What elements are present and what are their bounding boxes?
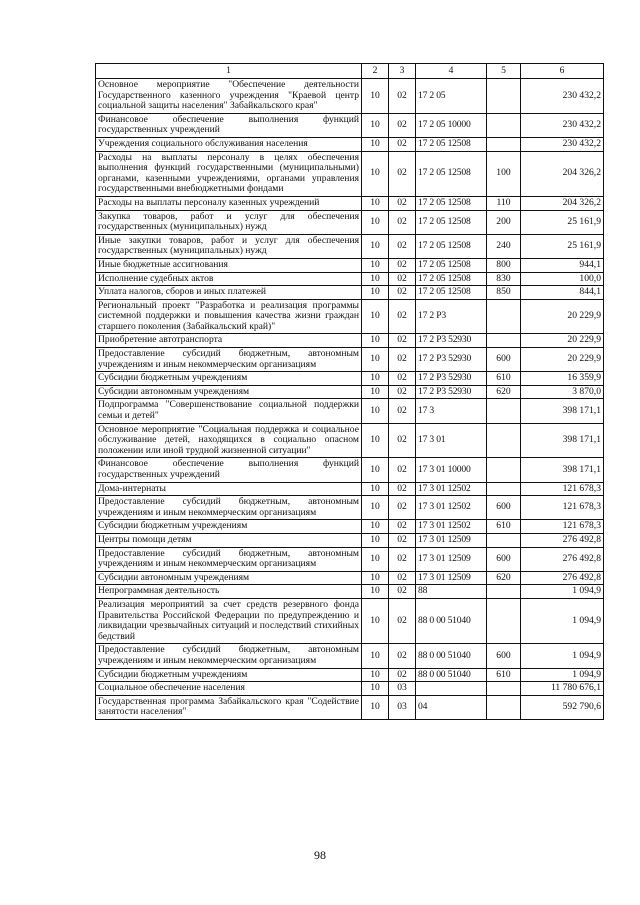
table-row	[96, 151, 604, 196]
cell-expense-type: 600	[487, 348, 521, 372]
cell-section: 10	[362, 113, 389, 137]
table-row	[96, 385, 604, 399]
cell-target-code: 17 2 05 12508	[416, 151, 487, 196]
cell-amount: 944,1	[521, 258, 604, 272]
cell-subsection: 02	[389, 533, 416, 547]
cell-expense-type	[487, 458, 521, 482]
cell-name: Государственная программа Забайкальского края "Содействие занятости населения"	[96, 695, 362, 719]
cell-section: 10	[362, 258, 389, 272]
cell-section: 10	[362, 496, 389, 520]
cell-expense-type: 600	[487, 547, 521, 571]
table-row	[96, 458, 604, 482]
cell-section: 10	[362, 668, 389, 682]
cell-target-code: 88	[416, 585, 487, 599]
cell-subsection: 02	[389, 458, 416, 482]
cell-target-code: 17 3 01 10000	[416, 458, 487, 482]
column-header: 2	[362, 64, 389, 79]
cell-amount: 204 326,2	[521, 196, 604, 210]
cell-target-code: 17 3 01 12509	[416, 533, 487, 547]
cell-target-code: 04	[416, 695, 487, 719]
cell-expense-type: 600	[487, 644, 521, 668]
table-row	[96, 210, 604, 234]
cell-name: Исполнение судебных актов	[96, 272, 362, 286]
cell-expense-type	[487, 79, 521, 114]
cell-target-code: 88 0 00 51040	[416, 598, 487, 643]
cell-amount: 16 359,9	[521, 372, 604, 386]
cell-target-code: 17 2 05 12508	[416, 137, 487, 151]
cell-amount: 276 492,8	[521, 547, 604, 571]
cell-name: Иные закупки товаров, работ и услуг для обеспечения государственных (муниципальных) нужд	[96, 234, 362, 258]
cell-subsection: 02	[389, 668, 416, 682]
cell-name: Реализация мероприятий за счет средств резервного фонда Правительства Российской Федерации по предупреждению и ликвидации чрезвычайных ситуаций и последствий стихийных бедствий	[96, 598, 362, 643]
cell-amount: 25 161,9	[521, 210, 604, 234]
cell-name: Субсидии бюджетным учреждениям	[96, 372, 362, 386]
cell-expense-type: 110	[487, 196, 521, 210]
cell-section: 10	[362, 458, 389, 482]
table-row	[96, 585, 604, 599]
table-row	[96, 334, 604, 348]
table-row	[96, 695, 604, 719]
cell-target-code: 17 2 05 12508	[416, 196, 487, 210]
cell-name: Учреждения социального обслуживания населения	[96, 137, 362, 151]
cell-name: Субсидии автономным учреждениям	[96, 385, 362, 399]
table-header-row	[96, 64, 604, 79]
cell-name: Предоставление субсидий бюджетным, автономным учреждениям и иным некоммерческим организациям	[96, 348, 362, 372]
cell-section: 10	[362, 533, 389, 547]
cell-subsection: 02	[389, 137, 416, 151]
cell-target-code: 17 2 05 10000	[416, 113, 487, 137]
table-row	[96, 682, 604, 696]
cell-section: 10	[362, 385, 389, 399]
table-row	[96, 234, 604, 258]
column-header: 6	[521, 64, 604, 79]
table-row	[96, 496, 604, 520]
cell-target-code: 17 2 05 12508	[416, 210, 487, 234]
table-row	[96, 79, 604, 114]
cell-expense-type	[487, 682, 521, 696]
cell-amount: 230 432,2	[521, 113, 604, 137]
cell-amount: 398 171,1	[521, 423, 604, 458]
cell-section: 10	[362, 372, 389, 386]
cell-section: 10	[362, 210, 389, 234]
cell-name: Предоставление субсидий бюджетным, автономным учреждениям и иным некоммерческим организациям	[96, 644, 362, 668]
cell-amount: 398 171,1	[521, 399, 604, 423]
cell-target-code: 88 0 00 51040	[416, 644, 487, 668]
table-row	[96, 137, 604, 151]
table-row	[96, 196, 604, 210]
cell-amount: 121 678,3	[521, 496, 604, 520]
table-row	[96, 286, 604, 300]
cell-subsection: 02	[389, 482, 416, 496]
cell-section: 10	[362, 598, 389, 643]
cell-target-code: 17 3 01	[416, 423, 487, 458]
cell-subsection: 02	[389, 372, 416, 386]
cell-section: 10	[362, 348, 389, 372]
cell-expense-type: 850	[487, 286, 521, 300]
cell-section: 10	[362, 137, 389, 151]
cell-section: 10	[362, 234, 389, 258]
cell-target-code: 17 2 05	[416, 79, 487, 114]
cell-name: Уплата налогов, сборов и иных платежей	[96, 286, 362, 300]
cell-name: Иные бюджетные ассигнования	[96, 258, 362, 272]
cell-target-code: 17 2 P3 52930	[416, 334, 487, 348]
cell-subsection: 02	[389, 299, 416, 334]
cell-expense-type: 610	[487, 520, 521, 534]
cell-name: Основное мероприятие "Обеспечение деятельности Государственного казенного учреждения "Краевой центр социальной защиты населения" Забайкальского края"	[96, 79, 362, 114]
cell-subsection: 02	[389, 113, 416, 137]
cell-subsection: 02	[389, 399, 416, 423]
budget-table	[95, 63, 604, 720]
cell-amount: 1 094,9	[521, 644, 604, 668]
cell-expense-type	[487, 113, 521, 137]
column-header: 1	[96, 64, 362, 79]
cell-expense-type: 100	[487, 151, 521, 196]
cell-expense-type: 610	[487, 372, 521, 386]
cell-name: Приобретение автотранспорта	[96, 334, 362, 348]
cell-section: 10	[362, 79, 389, 114]
cell-expense-type: 620	[487, 385, 521, 399]
cell-target-code: 17 3	[416, 399, 487, 423]
cell-subsection: 02	[389, 286, 416, 300]
cell-target-code: 17 2 05 12508	[416, 258, 487, 272]
cell-name: Подпрограмма "Совершенствование социальной поддержки семьи и детей"	[96, 399, 362, 423]
cell-amount: 276 492,8	[521, 533, 604, 547]
cell-target-code: 17 3 01 12502	[416, 496, 487, 520]
cell-section: 10	[362, 272, 389, 286]
cell-subsection: 03	[389, 695, 416, 719]
cell-section: 10	[362, 196, 389, 210]
cell-expense-type: 800	[487, 258, 521, 272]
cell-subsection: 02	[389, 644, 416, 668]
cell-expense-type	[487, 399, 521, 423]
cell-subsection: 02	[389, 423, 416, 458]
cell-amount: 20 229,9	[521, 299, 604, 334]
table-row	[96, 644, 604, 668]
table-row	[96, 571, 604, 585]
cell-expense-type: 610	[487, 668, 521, 682]
cell-section: 10	[362, 682, 389, 696]
cell-expense-type	[487, 423, 521, 458]
cell-name: Расходы на выплаты персоналу в целях обеспечения выполнения функций государственными (муниципальными) органами, казенными учреждениями, органами управления государственными внебюджетными фондами	[96, 151, 362, 196]
cell-expense-type: 600	[487, 496, 521, 520]
table-row	[96, 272, 604, 286]
table-row	[96, 299, 604, 334]
cell-target-code: 17 3 01 12509	[416, 547, 487, 571]
cell-section: 10	[362, 571, 389, 585]
table-row	[96, 668, 604, 682]
cell-expense-type: 240	[487, 234, 521, 258]
cell-section: 10	[362, 334, 389, 348]
cell-target-code: 17 2 P3 52930	[416, 348, 487, 372]
cell-amount: 844,1	[521, 286, 604, 300]
table-row	[96, 372, 604, 386]
cell-expense-type: 620	[487, 571, 521, 585]
cell-subsection: 02	[389, 598, 416, 643]
cell-name: Основное мероприятие "Социальная поддержка и социальное обслуживание детей, находящихся в социально опасном положении или иной трудной жизненной ситуации"	[96, 423, 362, 458]
cell-section: 10	[362, 547, 389, 571]
table-row	[96, 258, 604, 272]
cell-subsection: 02	[389, 334, 416, 348]
cell-section: 10	[362, 644, 389, 668]
cell-expense-type	[487, 695, 521, 719]
cell-section: 10	[362, 399, 389, 423]
cell-name: Предоставление субсидий бюджетным, автономным учреждениям и иным некоммерческим организациям	[96, 496, 362, 520]
column-header: 5	[487, 64, 521, 79]
table-row	[96, 113, 604, 137]
cell-subsection: 02	[389, 547, 416, 571]
cell-name: Финансовое обеспечение выполнения функций государственных учреждений	[96, 458, 362, 482]
cell-name: Предоставление субсидий бюджетным, автономным учреждениям и иным некоммерческим организациям	[96, 547, 362, 571]
cell-amount: 1 094,9	[521, 585, 604, 599]
cell-section: 10	[362, 286, 389, 300]
table-row	[96, 533, 604, 547]
page-number: 98	[314, 848, 326, 862]
cell-subsection: 02	[389, 520, 416, 534]
cell-target-code	[416, 682, 487, 696]
cell-amount: 20 229,9	[521, 334, 604, 348]
column-header: 3	[389, 64, 416, 79]
cell-target-code: 17 2 05 12508	[416, 234, 487, 258]
table-row	[96, 482, 604, 496]
cell-section: 10	[362, 151, 389, 196]
cell-subsection: 02	[389, 210, 416, 234]
cell-subsection: 02	[389, 258, 416, 272]
cell-amount: 276 492,8	[521, 571, 604, 585]
cell-expense-type	[487, 299, 521, 334]
cell-name: Закупка товаров, работ и услуг для обеспечения государственных (муниципальных) нужд	[96, 210, 362, 234]
table-row	[96, 520, 604, 534]
cell-amount: 11 780 676,1	[521, 682, 604, 696]
cell-expense-type	[487, 585, 521, 599]
cell-target-code: 17 2 P3 52930	[416, 385, 487, 399]
cell-name: Дома-интернаты	[96, 482, 362, 496]
cell-expense-type: 200	[487, 210, 521, 234]
cell-amount: 1 094,9	[521, 668, 604, 682]
table-row	[96, 598, 604, 643]
cell-section: 10	[362, 695, 389, 719]
table-body	[96, 79, 604, 720]
cell-section: 10	[362, 520, 389, 534]
cell-amount: 204 326,2	[521, 151, 604, 196]
cell-amount: 1 094,9	[521, 598, 604, 643]
cell-amount: 230 432,2	[521, 79, 604, 114]
cell-target-code: 17 3 01 12509	[416, 571, 487, 585]
column-header: 4	[416, 64, 487, 79]
cell-section: 10	[362, 482, 389, 496]
cell-target-code: 17 2 P3 52930	[416, 372, 487, 386]
cell-amount: 25 161,9	[521, 234, 604, 258]
cell-subsection: 02	[389, 272, 416, 286]
cell-amount: 398 171,1	[521, 458, 604, 482]
cell-amount: 121 678,3	[521, 482, 604, 496]
cell-name: Центры помощи детям	[96, 533, 362, 547]
cell-amount: 230 432,2	[521, 137, 604, 151]
cell-amount: 20 229,9	[521, 348, 604, 372]
cell-subsection: 02	[389, 79, 416, 114]
cell-name: Расходы на выплаты персоналу казенных учреждений	[96, 196, 362, 210]
cell-name: Финансовое обеспечение выполнения функций государственных учреждений	[96, 113, 362, 137]
cell-subsection: 02	[389, 348, 416, 372]
cell-subsection: 02	[389, 151, 416, 196]
cell-expense-type	[487, 482, 521, 496]
cell-subsection: 02	[389, 196, 416, 210]
cell-subsection: 02	[389, 385, 416, 399]
cell-amount: 592 790,6	[521, 695, 604, 719]
cell-section: 10	[362, 585, 389, 599]
cell-section: 10	[362, 299, 389, 334]
cell-target-code: 17 3 01 12502	[416, 482, 487, 496]
cell-section: 10	[362, 423, 389, 458]
cell-expense-type	[487, 598, 521, 643]
cell-name: Непрограммная деятельность	[96, 585, 362, 599]
cell-expense-type	[487, 533, 521, 547]
cell-name: Субсидии автономным учреждениям	[96, 571, 362, 585]
cell-target-code: 17 2 05 12508	[416, 286, 487, 300]
cell-target-code: 88 0 00 51040	[416, 668, 487, 682]
table-row	[96, 348, 604, 372]
cell-subsection: 02	[389, 585, 416, 599]
cell-expense-type	[487, 137, 521, 151]
cell-expense-type: 830	[487, 272, 521, 286]
cell-subsection: 03	[389, 682, 416, 696]
cell-name: Субсидии бюджетным учреждениям	[96, 668, 362, 682]
cell-name: Региональный проект "Разработка и реализация программы системной поддержки и повышения качества жизни граждан старшего поколения (Забайкальский край)"	[96, 299, 362, 334]
cell-amount: 100,0	[521, 272, 604, 286]
cell-amount: 121 678,3	[521, 520, 604, 534]
cell-amount: 3 870,0	[521, 385, 604, 399]
cell-target-code: 17 2 P3	[416, 299, 487, 334]
cell-name: Социальное обеспечение населения	[96, 682, 362, 696]
cell-subsection: 02	[389, 571, 416, 585]
cell-subsection: 02	[389, 234, 416, 258]
cell-subsection: 02	[389, 496, 416, 520]
table-row	[96, 399, 604, 423]
cell-expense-type	[487, 334, 521, 348]
table-row	[96, 547, 604, 571]
cell-target-code: 17 3 01 12502	[416, 520, 487, 534]
cell-name: Субсидии бюджетным учреждениям	[96, 520, 362, 534]
cell-target-code: 17 2 05 12508	[416, 272, 487, 286]
table-row	[96, 423, 604, 458]
